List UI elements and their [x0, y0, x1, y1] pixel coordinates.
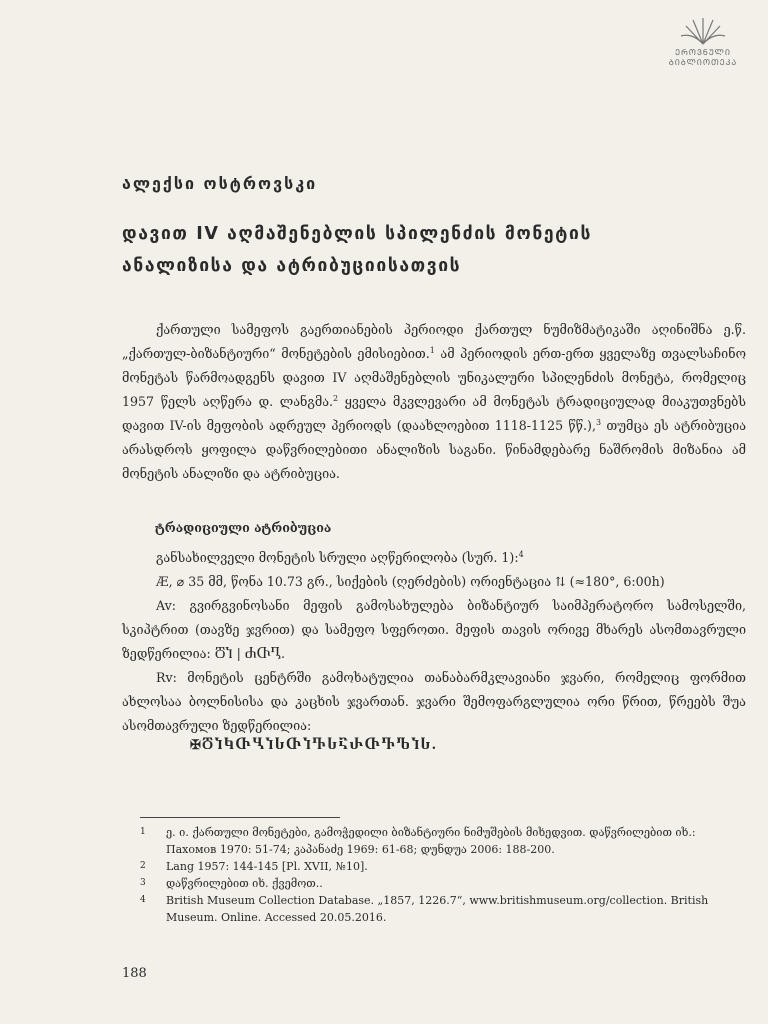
footnote-text: ე. ი. ქართული მონეტები, გამოჭედილი ბიზანტიური ნიმუშების მიხედვით. დაწვრილებით იხ.: Пахомов 1970: 51-74; კაპანაძე 1969: 61-68; დუნდუა 2006: 188-200.	[166, 826, 696, 856]
footnote-item	[140, 824, 746, 858]
coin-description-intro	[122, 546, 746, 570]
section-heading: ტრადიციული ატრიბუცია	[155, 520, 332, 535]
footnote-divider	[140, 817, 340, 818]
reverse-inscription: ✠ႣႨႩႧႡႨႱႧႨႥႱႠႰႧႥႪႨႱ.	[190, 738, 438, 753]
footnote-text: Lang 1957: 144-145 [Pl. XVII, №10].	[166, 860, 368, 873]
logo-text-top: ᲔᲠᲝᲕᲜᲣᲚᲘ	[675, 48, 731, 57]
footnote-ref-3: 3	[595, 417, 602, 427]
reverse-text: მონეტის ცენტრში გამოხატულია თანაბარმკლავიანი ჯვარი, რომელიც ფორმით ახლოსაა ბოლნისისა და კაცხის ჯვართან. ჯვარი შემოფარგლულია ორი წრით, წრეებს შუა ასომთავრული ზედწერილია:	[122, 670, 746, 733]
author-name: ალექსი ოსტროვსკი	[122, 174, 318, 193]
footnote-number: 3	[140, 878, 146, 888]
obverse-label: Av:	[156, 598, 176, 613]
reverse-label: Rv:	[156, 670, 177, 685]
library-logo	[660, 14, 746, 68]
intro-text-b: ამ პერიოდის ერთ-ერთ ყველაზე თვალსაჩინო მონეტას წარმოადგენს დავით IV აღმაშენებლის უნიკალური სპილენძის მონეტა, რომელიც 1957 წელს აღწერა დ. ლანგმა.	[122, 346, 746, 409]
obverse-text: გვირგვინოსანი მეფის გამოსახულება ბიზანტიურ საიმპერატორო სამოსელში, სკიპტრით (თავზე ჯვრით) და სამეფო სფეროთი. მეფის თავის ორივე მხარეს ასომთავრული ზედწერილია: ႣႨ | ႻႧႢ.	[122, 598, 746, 661]
intro-paragraph	[122, 318, 746, 486]
footnote-ref-2: 2	[333, 393, 339, 403]
intro-text-a: ქართული სამეფოს გაერთიანების პერიოდი ქართულ ნუმიზმატიკაში აღინიშნა ე.წ. „ქართულ-ბიზანტიური“ მონეტების ემისიებით.	[122, 322, 746, 361]
coin-specs: Æ, ⌀ 35 მმ, წონა 10.73 გრ., სიქების (ღერძების) ორიენტაცია ⇅ (≈180°, 6:00h)	[156, 574, 665, 589]
footnote-number: 1	[140, 827, 146, 837]
title-line-1: დავით IV აღმაშენებლის სპილენძის მონეტის	[122, 224, 593, 244]
logo-text-bottom: ᲑᲘᲑᲚᲘᲝᲗᲔᲙᲐ	[668, 58, 738, 67]
footnote-item	[140, 892, 746, 926]
book-leaves-icon	[678, 14, 728, 48]
intro-text-d: თუმცა ეს ატრიბუცია არასდროს ყოფილა დაწვრილებითი ანალიზის საგანი. წინამდებარე ნაშრომის მიზანია ამ მონეტის ანალიზი და ატრიბუცია.	[122, 418, 746, 481]
description-text: განსახილველი მონეტის სრული აღწერილობა (სურ. 1):	[156, 550, 519, 565]
footnote-number: 2	[140, 861, 146, 871]
footnotes-list	[140, 824, 746, 926]
reverse-description	[122, 666, 746, 738]
page-number: 188	[122, 966, 147, 981]
footnote-item	[140, 858, 746, 875]
intro-text-c: ყველა მკვლევარი ამ მონეტას ტრადიციულად მიაკუთვნებს დავით IV-ის მეფობის ადრეულ პერიოდს (დაახლოებით 1118-1125 წწ.),	[122, 394, 747, 433]
footnote-number: 4	[140, 895, 146, 905]
footnote-text: დაწვრილებით იხ. ქვემოთ..	[166, 877, 323, 890]
footnote-item	[140, 875, 746, 892]
footnote-ref-1: 1	[429, 345, 435, 355]
obverse-description	[122, 594, 746, 666]
title-line-2: ანალიზისა და ატრიბუციისათვის	[122, 256, 462, 276]
footnote-ref-4: 4	[518, 549, 524, 559]
article-title	[122, 218, 702, 282]
footnote-text: British Museum Collection Database. „1857, 1226.7“, www.britishmuseum.org/collection. British Museum. Online. Accessed 20.05.2016.	[166, 894, 709, 924]
